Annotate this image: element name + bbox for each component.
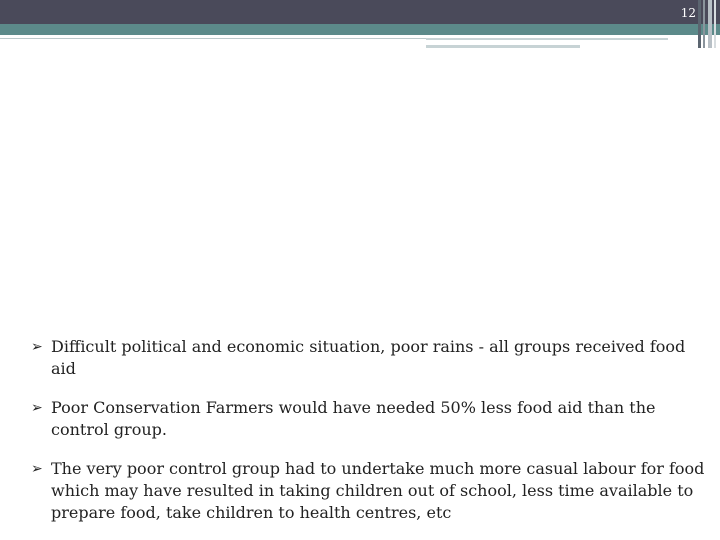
arrow-bullet-icon: ➢ [31, 461, 43, 477]
arrow-bullet-icon: ➢ [31, 400, 43, 416]
header-accent-line [426, 38, 668, 40]
bullet-item [31, 336, 711, 380]
header-accent-line-short [426, 45, 580, 48]
bullet-text: The very poor control group had to undertake much more casual labour for food which may have resulted in taking children out of school, less time available to prepare food, take children to health centres, etc [51, 459, 705, 522]
decorative-vertical-bar [703, 0, 705, 48]
bullet-text: Poor Conservation Farmers would have needed 50% less food aid than the control group. [51, 398, 656, 439]
bullet-text: Difficult political and economic situation, poor rains - all groups received food aid [51, 337, 686, 378]
header-teal-band [0, 24, 720, 35]
bullet-list [31, 336, 711, 524]
bullet-item [31, 397, 711, 441]
decorative-vertical-bar [698, 0, 701, 48]
bullet-item [31, 458, 711, 524]
slide-number: 12 [680, 6, 696, 20]
header-dark-band [0, 0, 720, 24]
decorative-vertical-bar [714, 0, 716, 48]
arrow-bullet-icon: ➢ [31, 339, 43, 355]
decorative-vertical-bar [708, 0, 712, 48]
